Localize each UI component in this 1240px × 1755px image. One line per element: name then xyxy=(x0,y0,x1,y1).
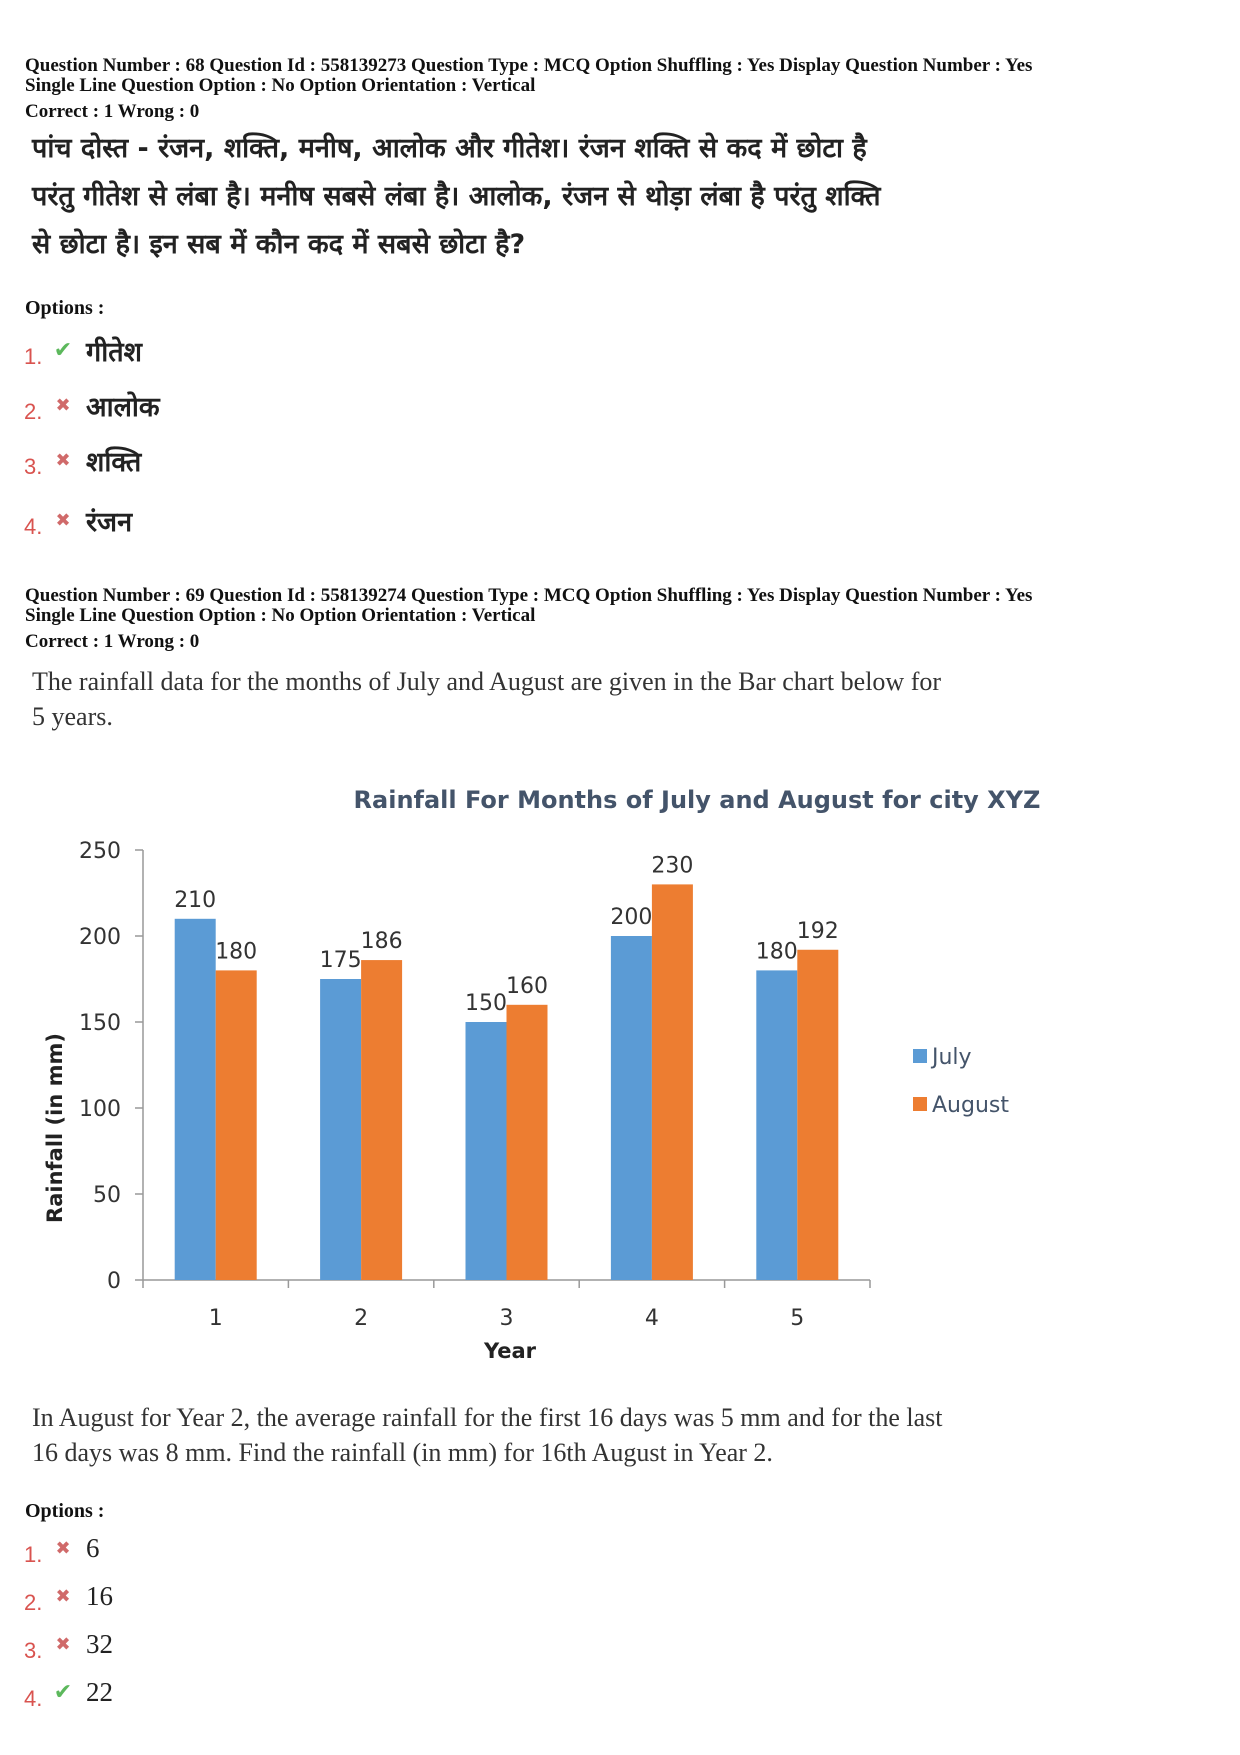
bar-august-year-5 xyxy=(797,950,838,1280)
chart-x-axis-label: Year xyxy=(483,1339,537,1363)
chart-title: Rainfall For Months of July and August for city XYZ xyxy=(353,786,1041,814)
y-tick-label: 100 xyxy=(79,1097,121,1122)
data-label: 150 xyxy=(465,991,507,1016)
data-label: 192 xyxy=(796,918,839,944)
bar-august-year-3 xyxy=(507,1005,548,1280)
check-icon: ✔ xyxy=(53,1679,73,1704)
data-label: 175 xyxy=(319,948,362,973)
bar-july-year-4 xyxy=(611,936,652,1280)
y-tick-label: 150 xyxy=(79,1011,121,1036)
option-text: रंजन xyxy=(86,506,133,538)
question-meta-line-2: Single Line Question Option : No Option Orientation : Vertical xyxy=(25,75,536,96)
y-tick-label: 0 xyxy=(107,1269,121,1294)
option-text: 16 xyxy=(86,1580,113,1611)
data-label: 186 xyxy=(360,929,403,955)
check-icon: ✔ xyxy=(53,337,73,362)
option-item[interactable] xyxy=(24,1672,113,1712)
option-text: आलोक xyxy=(86,391,160,423)
question-meta-line-2: Single Line Question Option : No Option Orientation : Vertical xyxy=(25,605,536,626)
data-label: 210 xyxy=(174,887,217,913)
chart-y-axis-label: Rainfall (in mm) xyxy=(43,1033,67,1223)
option-number: 3. xyxy=(24,1638,43,1663)
option-text: 32 xyxy=(86,1628,113,1659)
x-tick-label: 4 xyxy=(644,1306,659,1331)
chart-bars xyxy=(174,853,839,1280)
bar-august-year-4 xyxy=(652,884,693,1280)
x-tick-label: 1 xyxy=(208,1306,223,1331)
legend-label: August xyxy=(932,1093,1009,1118)
x-tick-label: 5 xyxy=(790,1306,805,1331)
option-item[interactable] xyxy=(24,440,141,480)
option-number: 1. xyxy=(24,344,43,369)
question-meta-line-1: Question Number : 68 Question Id : 558139273 Question Type : MCQ Option Shuffling : Yes Display Question Number : Yes xyxy=(25,55,1033,76)
legend-swatch xyxy=(913,1049,927,1063)
option-number: 1. xyxy=(24,1542,43,1567)
x-tick-label: 3 xyxy=(499,1306,514,1331)
option-text: गीतेश xyxy=(86,336,142,368)
question-text-line: पांच दोस्त - रंजन, शक्ति, मनीष, आलोक और गीतेश। रंजन शक्ति से कद में छोटा है xyxy=(32,133,867,164)
question-text xyxy=(32,1400,1132,1470)
question-text-line: से छोटा है। इन सब में कौन कद में सबसे छोटा है? xyxy=(32,229,526,260)
data-label: 180 xyxy=(755,939,798,965)
question-text-line: The rainfall data for the months of July and August are given in the Bar chart below for xyxy=(32,667,942,696)
question-text-line: परंतु गीतेश से लंबा है। मनीष सबसे लंबा है। आलोक, रंजन से थोड़ा लंबा है परंतु शक्ति xyxy=(32,181,881,212)
bar-july-year-1 xyxy=(175,919,216,1280)
bar-august-year-1 xyxy=(216,970,257,1280)
y-tick-label: 200 xyxy=(79,925,121,950)
rainfall-bar-chart xyxy=(0,760,1240,1380)
question-score: Correct : 1 Wrong : 0 xyxy=(25,101,200,122)
legend-swatch xyxy=(913,1097,927,1111)
option-item[interactable] xyxy=(24,1528,100,1568)
question-score: Correct : 1 Wrong : 0 xyxy=(25,631,200,652)
option-item[interactable] xyxy=(24,1576,113,1616)
question-meta-line-1: Question Number : 69 Question Id : 558139274 Question Type : MCQ Option Shuffling : Yes Display Question Number : Yes xyxy=(25,585,1033,606)
data-label: 230 xyxy=(651,853,694,879)
question-text-line: 16 days was 8 mm. Find the rainfall (in mm) for 16th August in Year 2. xyxy=(32,1438,773,1467)
option-number: 4. xyxy=(24,1686,43,1711)
y-tick-label: 50 xyxy=(93,1183,121,1208)
question-text-line: In August for Year 2, the average rainfall for the first 16 days was 5 mm and for the last xyxy=(32,1403,943,1432)
data-label: 180 xyxy=(215,939,258,965)
bar-august-year-2 xyxy=(361,960,402,1280)
option-item[interactable] xyxy=(24,500,132,540)
bar-july-year-2 xyxy=(320,979,361,1280)
legend-label: July xyxy=(932,1045,972,1070)
option-text: 6 xyxy=(86,1532,100,1563)
cross-icon: ✖ xyxy=(55,1537,71,1558)
option-number: 2. xyxy=(24,1590,43,1615)
chart-legend xyxy=(913,1045,1009,1118)
options-label: Options : xyxy=(25,1500,105,1522)
option-item[interactable] xyxy=(24,385,160,425)
bar-july-year-5 xyxy=(756,970,797,1280)
cross-icon: ✖ xyxy=(55,1585,71,1606)
y-tick-label: 250 xyxy=(79,839,121,864)
option-item[interactable] xyxy=(24,330,142,370)
bar-july-year-3 xyxy=(466,1022,507,1280)
option-text: शक्ति xyxy=(86,446,142,478)
cross-icon: ✖ xyxy=(55,449,71,470)
cross-icon: ✖ xyxy=(55,1633,71,1654)
option-number: 4. xyxy=(24,514,43,539)
option-number: 3. xyxy=(24,454,43,479)
option-text: 22 xyxy=(86,1676,113,1707)
question-text xyxy=(32,125,1132,269)
question-text-line: 5 years. xyxy=(32,702,113,731)
data-label: 200 xyxy=(610,905,653,930)
question-intro xyxy=(32,664,1132,734)
option-item[interactable] xyxy=(24,1624,113,1664)
option-number: 2. xyxy=(24,399,43,424)
x-tick-label: 2 xyxy=(354,1306,369,1331)
data-label: 160 xyxy=(506,973,548,999)
cross-icon: ✖ xyxy=(55,509,71,530)
options-label: Options : xyxy=(25,297,105,319)
cross-icon: ✖ xyxy=(55,394,71,415)
